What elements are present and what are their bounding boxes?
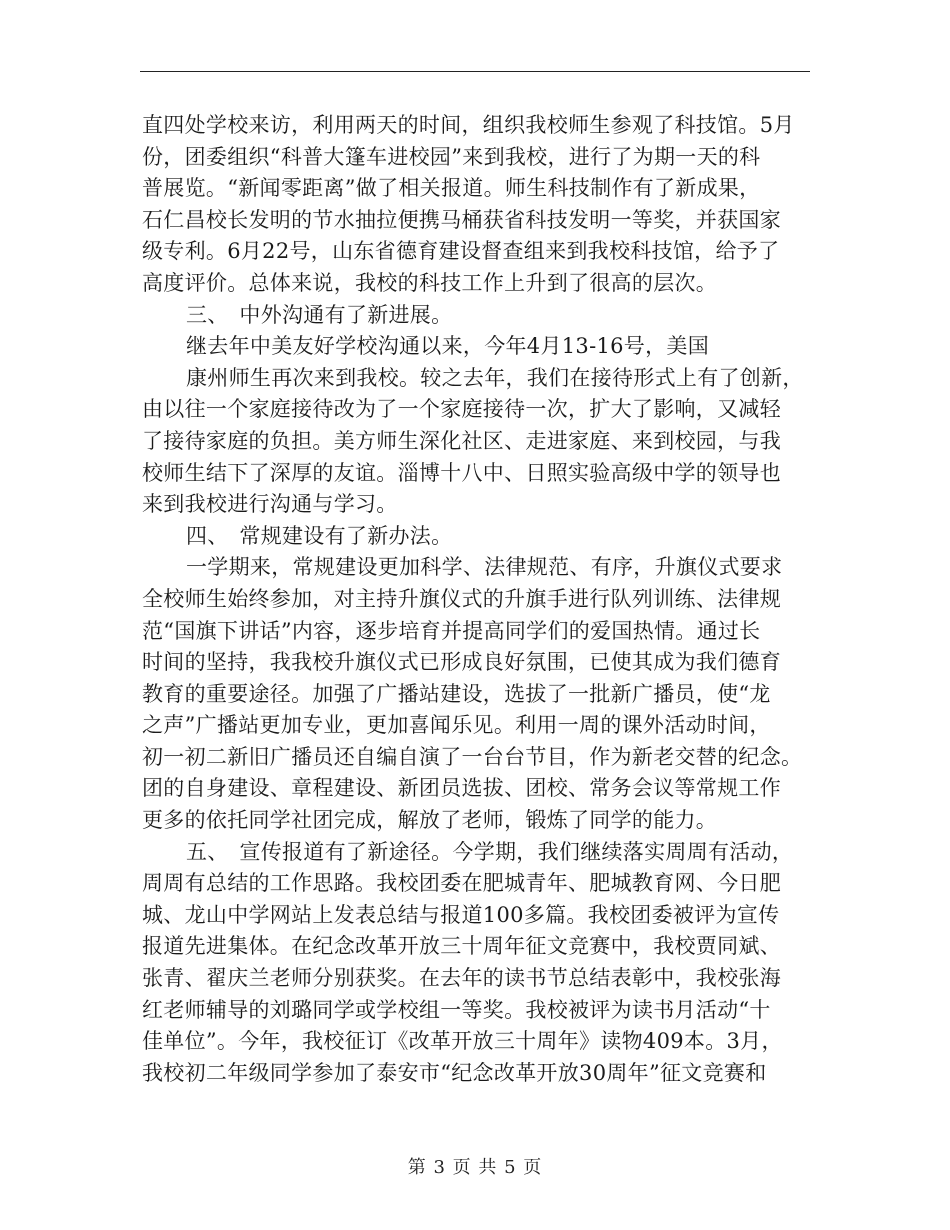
text-line: 一学期来，常规建设更加科学、法律规范、有序，升旗仪式要求 <box>186 555 783 580</box>
text-line: 红老师辅导的刘璐同学或学校组一等奖。我校被评为读书月活动“十 <box>142 997 771 1022</box>
text-line: 佳单位”。今年，我校征订《改革开放三十周年》读物409本。3月， <box>142 1029 783 1054</box>
text-line: 三、 中外沟通有了新进展。 <box>186 302 453 327</box>
text-line: 我校初二年级同学参加了泰安市“纪念改革开放30周年”征文竞赛和 <box>142 1060 767 1085</box>
text-line: 五、 宣传报道有了新途径。今学期，我们继续落实周周有活动， <box>186 839 794 864</box>
text-line: 教育的重要途径。加强了广播站建设，选拔了一批新广播员，使“龙 <box>142 681 771 706</box>
text-line: 之声”广播站更加专业，更加喜闻乐见。利用一周的课外活动时间， <box>142 713 771 738</box>
text-line: 张青、翟庆兰老师分别获奖。在去年的读书节总结表彰中，我校张海 <box>142 966 781 991</box>
text-line: 普展览。“新闻零距离”做了相关报道。师生科技制作有了新成果， <box>142 176 761 201</box>
text-line: 城、龙山中学网站上发表总结与报道100多篇。我校团委被评为宣传 <box>142 902 780 927</box>
text-line: 初一初二新旧广播员还自编自演了一台台节目，作为新老交替的纪念。 <box>142 744 803 769</box>
text-line: 更多的依托同学社团完成，解放了老师，锻炼了同学的能力。 <box>142 808 718 833</box>
text-line: 了接待家庭的负担。美方师生深化社区、走进家庭、来到校园，与我 <box>142 428 781 453</box>
text-line: 石仁昌校长发明的节水抽拉便携马桶获省科技发明一等奖，并获国家 <box>142 207 781 232</box>
text-line: 全校师生始终参加，对主持升旗仪式的升旗手进行队列训练、法律规 <box>142 586 781 611</box>
text-line: 级专利。6月22号，山东省德育建设督查组来到我校科技馆，给予了 <box>142 239 780 264</box>
page-footer: 第 3 页 共 5 页 <box>407 1157 543 1178</box>
text-line: 范“国旗下讲话”内容，逐步培育并提高同学们的爱国热情。通过长 <box>142 618 761 643</box>
text-line: 报道先进集体。在纪念改革开放三十周年征文竞赛中，我校贾同斌、 <box>142 934 781 959</box>
text-line: 份，团委组织“科普大篷车进校园”来到我校，进行了为期一天的科 <box>142 144 761 169</box>
text-line: 四、 常规建设有了新办法。 <box>186 523 453 548</box>
text-line: 高度评价。总体来说，我校的科技工作上升到了很高的层次。 <box>142 270 718 295</box>
text-line: 校师生结下了深厚的友谊。淄博十八中、日照实验高级中学的领导也 <box>142 460 781 485</box>
text-line: 来到我校进行沟通与学习。 <box>142 492 398 517</box>
document-body <box>142 110 817 1089</box>
text-line: 康州师生再次来到我校。较之去年，我们在接待形式上有了创新， <box>186 365 804 390</box>
text-line: 周周有总结的工作思路。我校团委在肥城青年、肥城教育网、今日肥 <box>142 871 781 896</box>
text-line: 继去年中美友好学校沟通以来，今年4月13-16号，美国 <box>186 334 709 359</box>
text-line: 由以往一个家庭接待改为了一个家庭接待一次，扩大了影响，又减轻 <box>142 397 781 422</box>
text-line: 直四处学校来访，利用两天的时间，组织我校师生参观了科技馆。5月 <box>142 113 795 137</box>
text-line: 团的自身建设、章程建设、新团员选拔、团校、常务会议等常规工作 <box>142 776 781 801</box>
text-line: 时间的坚持，我我校升旗仪式已形成良好氛围，已使其成为我们德育 <box>142 650 781 675</box>
header-rule <box>140 71 810 72</box>
